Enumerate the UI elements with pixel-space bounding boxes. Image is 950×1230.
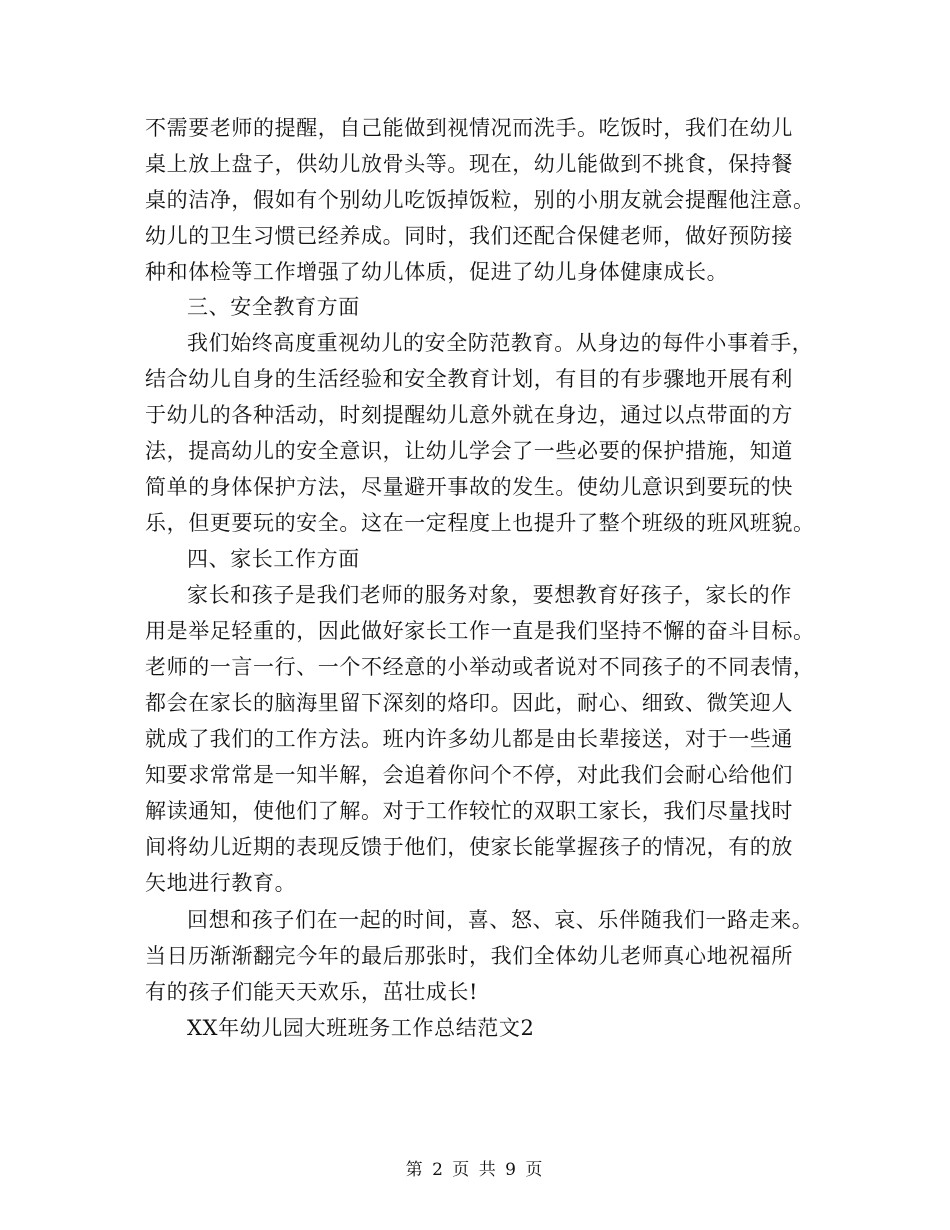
body-text-line: 间将幼儿近期的表现反馈于他们，使家长能掌握孩子的情况，有的放 — [145, 835, 793, 859]
body-text-line: 知要求常常是一知半解，会追着你问个不停，对此我们会耐心给他们 — [145, 763, 793, 787]
next-article-title: XX年幼儿园大班班务工作总结范文2 — [187, 1016, 535, 1040]
body-text-line: 就成了我们的工作方法。班内许多幼儿都是由长辈接送，对于一些通 — [145, 727, 793, 751]
body-text-line: 乐，但更要玩的安全。这在一定程度上也提升了整个班级的班风班貌。 — [145, 511, 815, 535]
body-text-line: 都会在家长的脑海里留下深刻的烙印。因此，耐心、细致、微笑迎人 — [145, 691, 793, 715]
body-text-line: 不需要老师的提醒，自己能做到视情况而洗手。吃饭时，我们在幼儿 — [145, 116, 793, 140]
body-text-line: 结合幼儿自身的生活经验和安全教育计划，有目的有步骤地开展有利 — [145, 367, 793, 391]
body-text-line: 用是举足轻重的，因此做好家长工作一直是我们坚持不懈的奋斗目标。 — [145, 619, 815, 643]
body-text-line: 于幼儿的各种活动，时刻提醒幼儿意外就在身边，通过以点带面的方 — [145, 403, 793, 427]
body-text-line: 解读通知，使他们了解。对于工作较忙的双职工家长，我们尽量找时 — [145, 799, 793, 823]
body-text-line: 矢地进行教育。 — [145, 871, 297, 895]
body-text-line: 当日历渐渐翻完今年的最后那张时，我们全体幼儿老师真心地祝福所 — [145, 944, 793, 968]
section-heading-parents: 四、家长工作方面 — [187, 547, 360, 571]
body-text-line: 桌上放上盘子，供幼儿放骨头等。现在，幼儿能做到不挑食，保持餐 — [145, 152, 793, 176]
body-text-line: 老师的一言一行、一个不经意的小举动或者说对不同孩子的不同表情， — [145, 655, 815, 679]
section-heading-safety: 三、安全教育方面 — [187, 295, 360, 319]
body-text-line: 简单的身体保护方法，尽量避开事故的发生。使幼儿意识到要玩的快 — [145, 475, 793, 499]
body-text-line: 桌的洁净，假如有个别幼儿吃饭掉饭粒，别的小朋友就会提醒他注意。 — [145, 188, 815, 212]
body-text-line: 有的孩子们能天天欢乐，茁壮成长! — [145, 980, 479, 1004]
body-text-line: 我们始终高度重视幼儿的安全防范教育。从身边的每件小事着手， — [187, 331, 814, 355]
body-text-line: 幼儿的卫生习惯已经养成。同时，我们还配合保健老师，做好预防接 — [145, 224, 793, 248]
body-text-line: 回想和孩子们在一起的时间，喜、怒、哀、乐伴随我们一路走来。 — [187, 908, 814, 932]
body-text-line: 种和体检等工作增强了幼儿体质，促进了幼儿身体健康成长。 — [145, 260, 729, 284]
body-text-line: 家长和孩子是我们老师的服务对象，要想教育好孩子，家长的作 — [187, 583, 792, 607]
page-number-footer: 第 2 页 共 9 页 — [405, 1160, 545, 1180]
body-text-line: 法，提高幼儿的安全意识，让幼儿学会了一些必要的保护措施，知道 — [145, 439, 793, 463]
